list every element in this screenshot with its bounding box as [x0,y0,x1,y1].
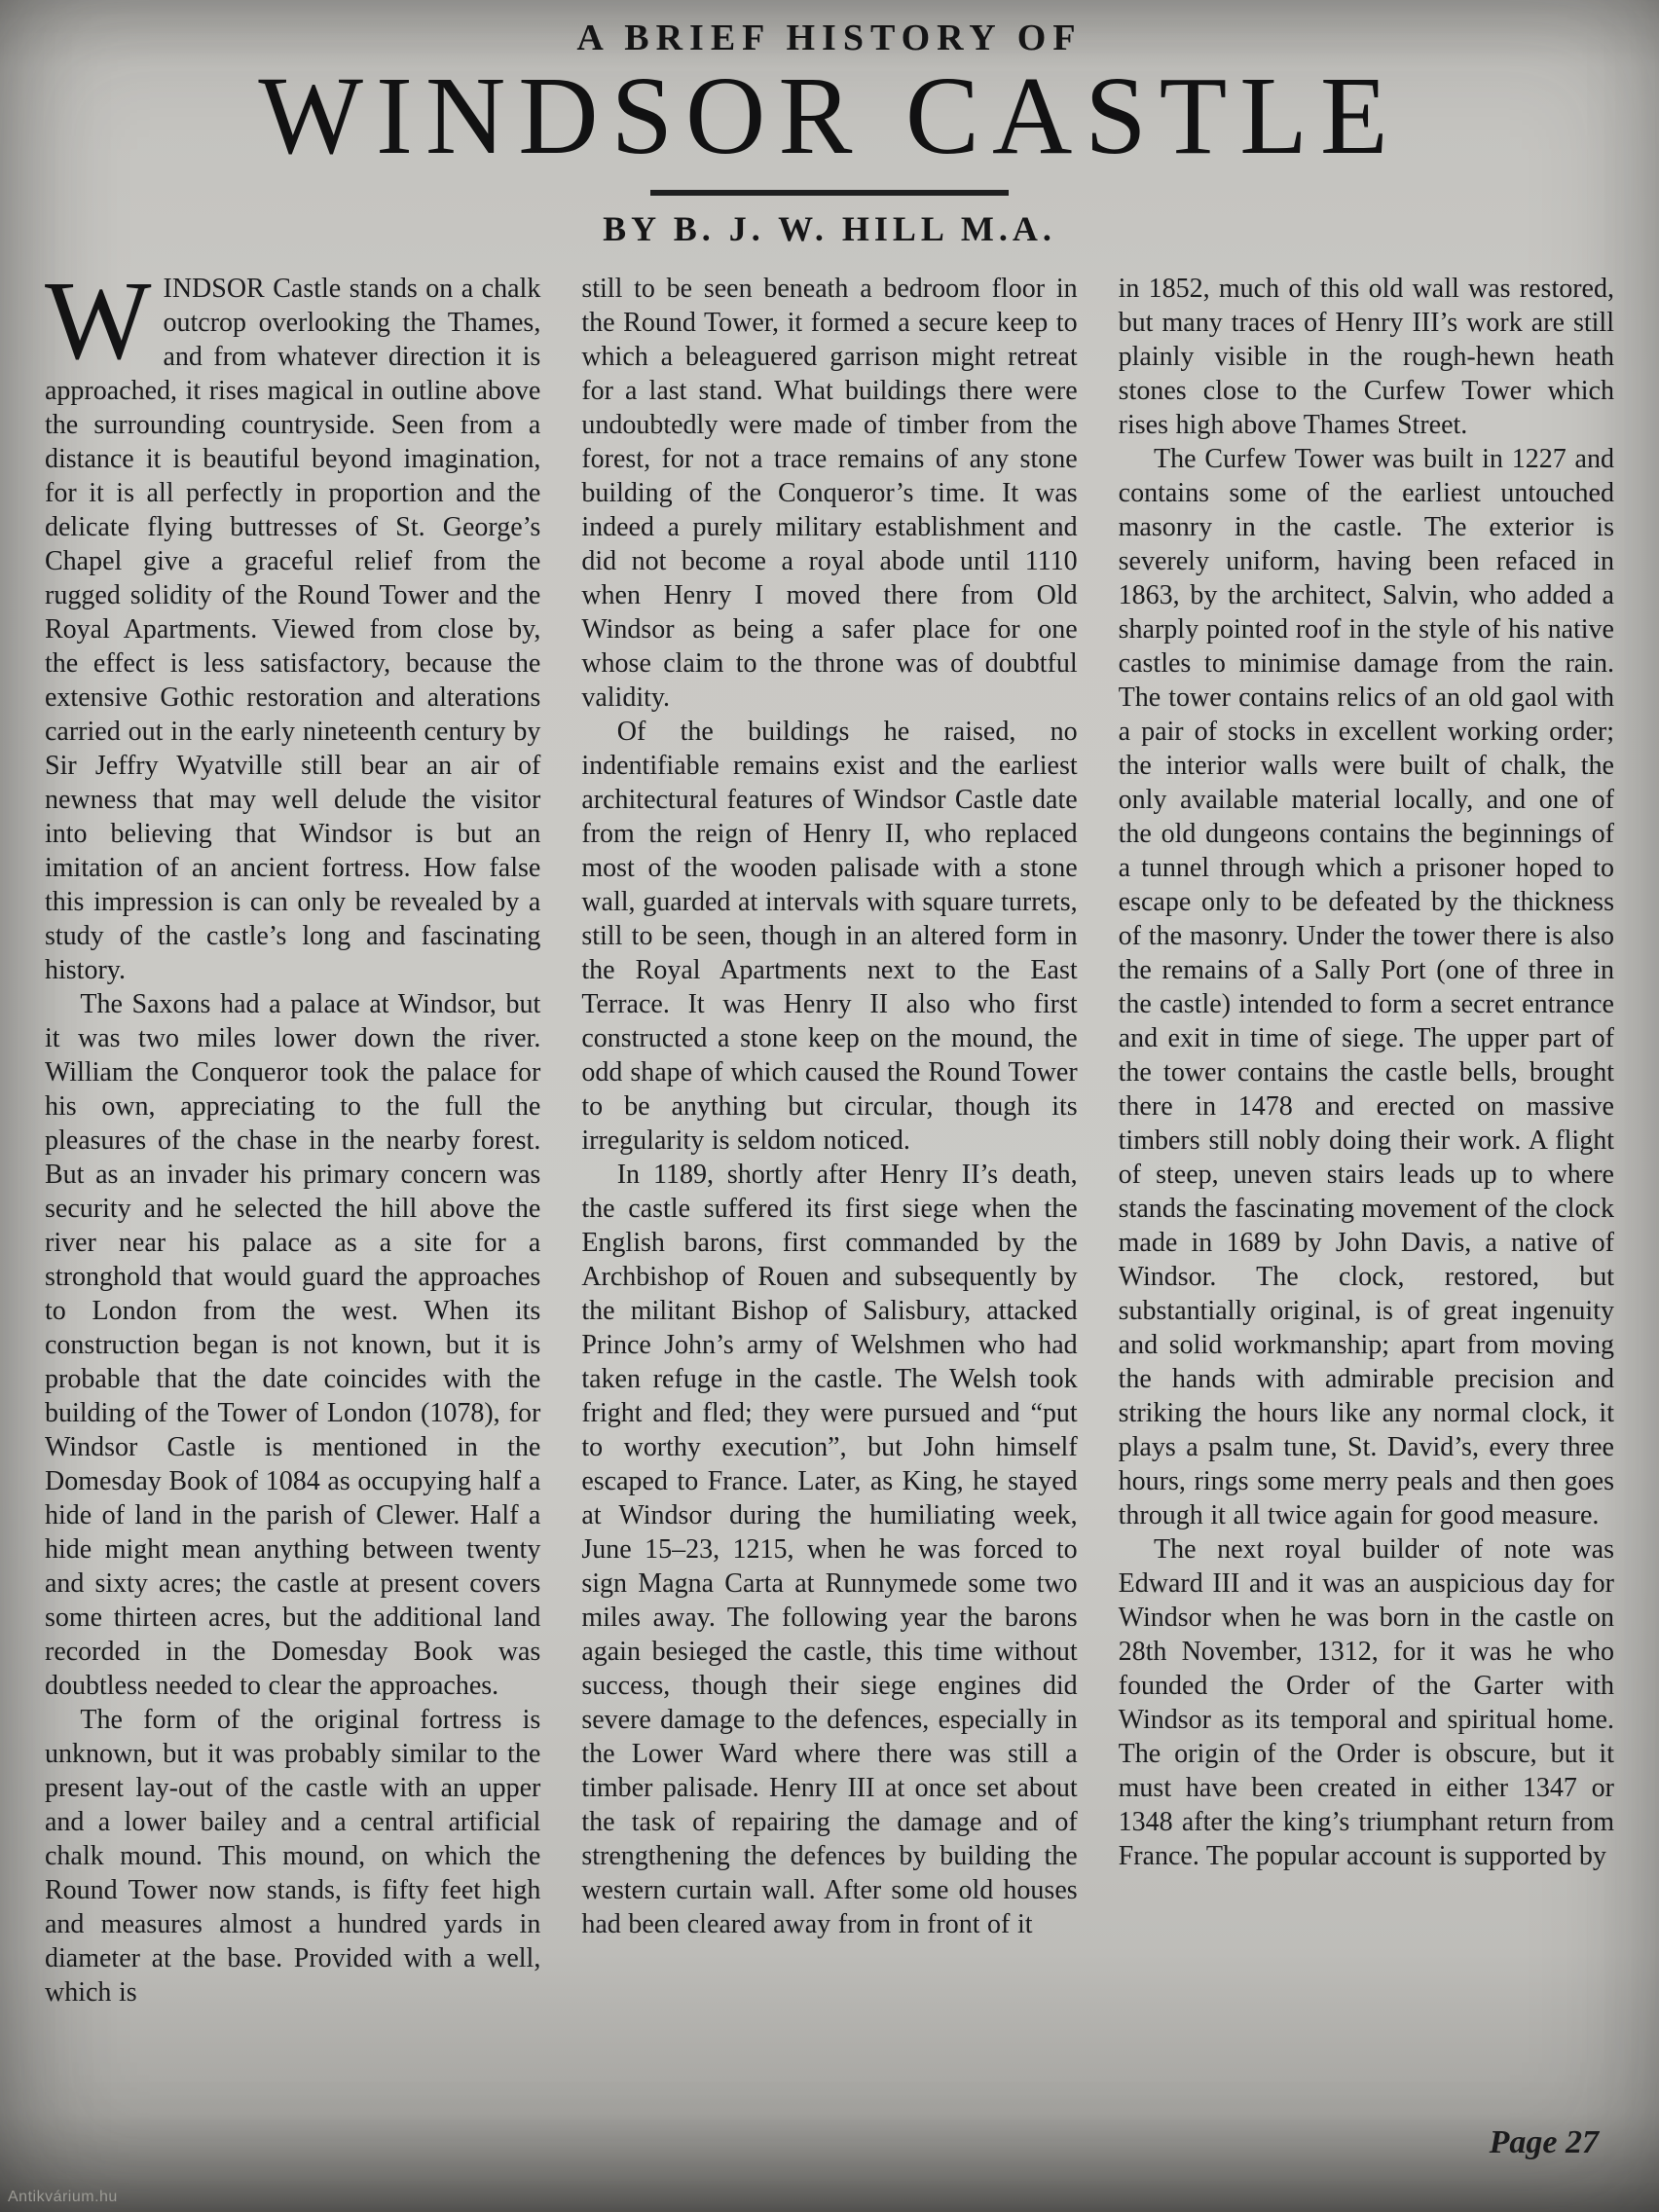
paragraph: The Curfew Tower was built in 1227 and contains some of the earliest untouched masonry in the castle. The exterior is severely uniform, having been refaced in 1863, by the architect, Salvin, who added a sharply pointed roof in the style of his native castles to minimise damage from the rain. The tower contains relics of an old gaol with a pair of stocks in excellent working order; the interior walls were built of chalk, the only available material locally, and one of the old dungeons contains the beginnings of a tunnel through which a prisoner hoped to escape only to be defeated by the thickness of the masonry. Under the tower there is also the remains of a Sally Port (one of three in the castle) intended to form a secret entrance and exit in time of siege. The upper part of the tower contains the castle bells, brought there in 1478 and erected on massive timbers still nobly doing their work. A flight of steep, uneven stairs leads up to where stands the fascinating movement of the clock made in 1689 by John Davis, a native of Windsor. The clock, restored, but substantially original, is of great ingenuity and solid workmanship; apart from moving the hands with admirable precision and striking the hours like any normal clock, it plays a psalm tune, St. David’s, every three hours, rings some merry peals and then goes through it all twice again for good measure. [1118,443,1614,1530]
watermark-label: Antikvárium.hu [8,2189,118,2205]
paragraph-text: INDSOR Castle stands on a chalk outcrop overlooking the Thames, and from whatever direction it is approached, it rises magical in outline above the surrounding countryside. Seen from a distance it is beautiful beyond imagination, for it is all perfectly in proportion and the delicate flying buttresses of St. George’s Chapel give a graceful relief from the rugged solidity of the Round Tower and the Royal Apartments. Viewed from close by, the effect is less satisfactory, because the extensive Gothic restoration and alterations carried out in the early nineteenth century by Sir Jeffry Wyatville still bear an air of newness that may well delude the visitor into believing that Windsor is but an imitation of an ancient fortress. How false this impression is can only be revealed by a study of the castle’s long and fascinating history. [45,273,541,985]
drop-cap: W [45,258,152,384]
text-column-1 [45,258,541,2009]
article-body [0,246,1659,2009]
title-divider-rule [650,190,1009,196]
article-supertitle: A BRIEF HISTORY OF [576,18,1083,58]
article-byline: BY B. J. W. HILL M.A. [603,208,1056,248]
paragraph: Of the buildings he raised, no indentifiable remains exist and the earliest architectural features of Windsor Castle date from the reign of Henry II, who replaced most of the wooden palisade with a stone wall, guarded at intervals with square turrets, still to be seen, though in an altered form in the Royal Apartments next to the East Terrace. It was Henry II also who first constructed a stone keep on the mound, the odd shape of which caused the Round Tower to be anything but circular, though its irregularity is seldom noticed. [581,716,1078,1156]
paragraph: The next royal builder of note was Edward III and it was an auspicious day for Windsor when he was born in the castle on 28th November, 1312, for it was he who founded the Order of the Garter with Windsor as its temporal and spiritual home. The origin of the Order is obscure, but it must have been created in either 1347 or 1348 after the king’s triumphant return from France. The popular account is supported by [1118,1533,1614,1871]
article-title: WINDSOR CASTLE [258,54,1401,177]
page-number: Page 27 [1489,2124,1599,2160]
paragraph: The Saxons had a palace at Windsor, but it was two miles lower down the river. William the Conqueror took the palace for his own, appreciating to the full the pleasures of the chase in the nearby forest. But as an invader his primary concern was security and he selected the hill above the river near his palace as a site for a stronghold that would guard the approaches to London from the west. When its construction began is not known, but it is probable that the date coincides with the building of the Tower of London (1078), for Windsor Castle is mentioned in the Domesday Book of 1084 as occupying half a hide of land in the parish of Clewer. Half a hide might mean anything between twenty and sixty acres; the castle at present covers some thirteen acres, but the additional land recorded in the Domesday Book was doubtless needed to clear the approaches. [45,988,541,1701]
text-column-3 [1119,272,1614,2009]
paragraph: in 1852, much of this old wall was restored, but many traces of Henry III’s work are still plainly visible in the rough-hewn heath stones close to the Curfew Tower which rises high above Thames Street. [1118,273,1614,440]
text-column-2 [581,272,1077,2009]
article-header [0,0,1659,246]
paragraph: In 1189, shortly after Henry II’s death, the castle suffered its first siege when the English barons, first commanded by the Archbishop of Rouen and subsequently by the militant Bishop of Salisbury, attacked Prince John’s army of Welshmen who had taken refuge in the castle. The Welsh took fright and fled; they were pursued and “put to worthy execution”, but John himself escaped to France. Later, as King, he stayed at Windsor during the humiliating week, June 15–23, 1215, when he was forced to sign Magna Carta at Runnymede some two miles away. The following year the barons again besieged the castle, this time without success, though their siege engines did severe damage to the defences, especially in the Lower Ward where there was still a timber palisade. Henry III at once set about the task of repairing the damage and of strengthening the defences by building the western curtain wall. After some old houses had been cleared away from in front of it [581,1159,1078,1939]
paragraph: The form of the original fortress is unknown, but it was probably similar to the present lay-out of the castle with an upper and a lower bailey and a central artificial chalk mound. This mound, on which the Round Tower now stands, is fifty feet high and measures almost a hundred yards in diameter at the base. Provided with a well, which is [45,1704,541,2008]
paragraph [45,258,541,987]
paragraph: still to be seen beneath a bedroom floor in the Round Tower, it formed a secure keep to which a beleaguered garrison might retreat for a last stand. What buildings there were undoubtedly were made of timber from the forest, for not a trace remains of any stone building of the Conqueror’s time. It was indeed a purely military establishment and did not become a royal abode until 1110 when Henry I moved there from Old Windsor as being a safer place for one whose claim to the throne was of doubtful validity. [581,273,1078,713]
